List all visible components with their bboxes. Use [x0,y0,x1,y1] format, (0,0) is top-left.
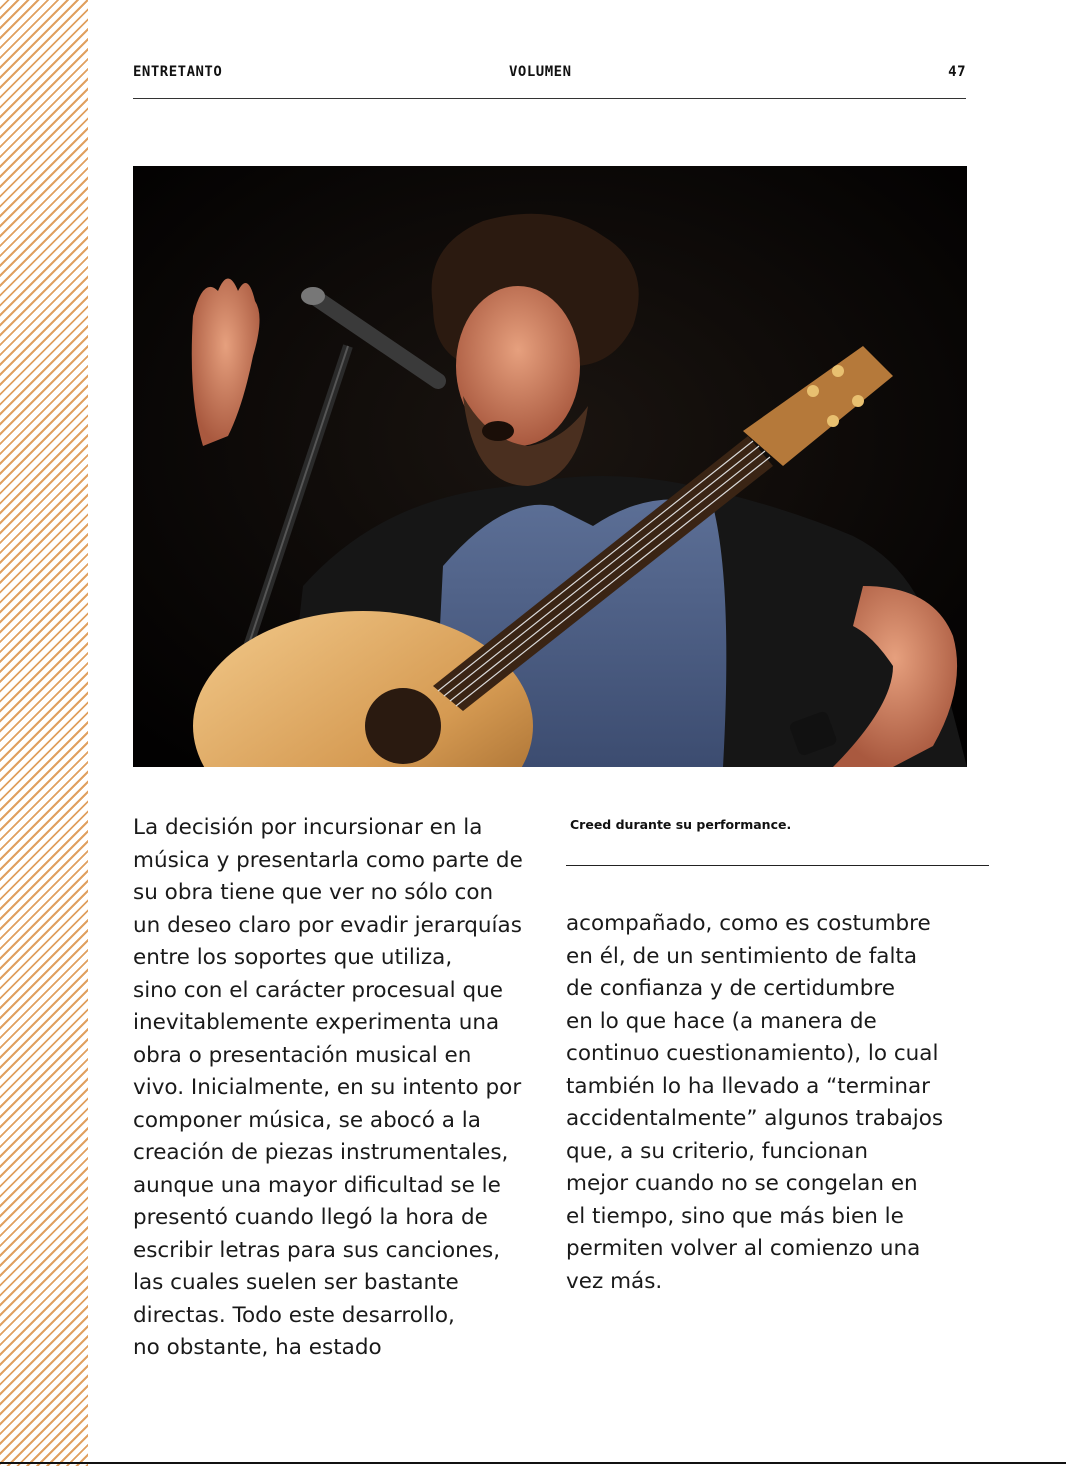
text-line: vivo. Inicialmente, en su intento por [133,1075,522,1100]
concert-photo-illustration [133,166,967,767]
text-line: mejor cuando no se congelan en [566,1171,918,1196]
text-line: componer música, se abocó a la [133,1107,481,1133]
text-line: inevitablemente experimenta una [133,1010,500,1035]
text-line: música y presentarla como parte de [133,847,523,873]
text-line: sino con el carácter procesual que [133,977,503,1003]
text-line: entre los soportes que utiliza, [133,945,453,970]
text-line: obra o presentación musical en [133,1042,472,1068]
text-line: La decisión por incursionar en la [133,815,483,840]
concert-photo [133,166,967,767]
article-column-left [133,812,523,1365]
text-line: en lo que hace (a manera de [566,1008,877,1034]
page-number: 47 [948,64,966,80]
text-line: aunque una mayor dificultad se le [133,1172,501,1198]
text-line: permiten volver al comienzo una [566,1236,921,1261]
article-column-right [566,908,943,1298]
text-line: de confianza y de certidumbre [566,976,895,1001]
page-header [133,64,966,86]
caption-divider [566,865,989,866]
text-line: continuo cuestionamiento), lo cual [566,1041,939,1066]
text-line: vez más. [566,1268,663,1294]
text-line: acompañado, como es costumbre [566,911,931,936]
text-line: presentó cuando llegó la hora de [133,1205,488,1230]
section-name: ENTRETANTO [133,64,223,80]
text-line: el tiempo, sino que más bien le [566,1203,904,1229]
text-line: no obstante, ha estado [133,1335,382,1360]
text-line: las cuales suelen ser bastante [133,1270,459,1295]
text-line: directas. Todo este desarrollo, [133,1302,455,1328]
header-divider [133,98,966,99]
page-bottom-rule [0,1462,1066,1464]
text-line: en él, de un sentimiento de falta [566,943,918,969]
text-line: creación de piezas instrumentales, [133,1140,509,1165]
text-line: escribir letras para sus canciones, [133,1237,501,1263]
decorative-stripe-border [0,0,88,1466]
text-line: su obra tiene que ver no sólo con [133,880,494,905]
text-line: un deseo claro por evadir jerarquías [133,912,522,938]
text-line: también lo ha llevado a “terminar [566,1073,930,1099]
text-line: accidentalmente” algunos trabajos [566,1106,944,1131]
photo-caption: Creed durante su performance. [570,817,792,832]
magazine-section: VOLUMEN [509,64,572,80]
text-line: que, a su criterio, funcionan [566,1138,868,1164]
